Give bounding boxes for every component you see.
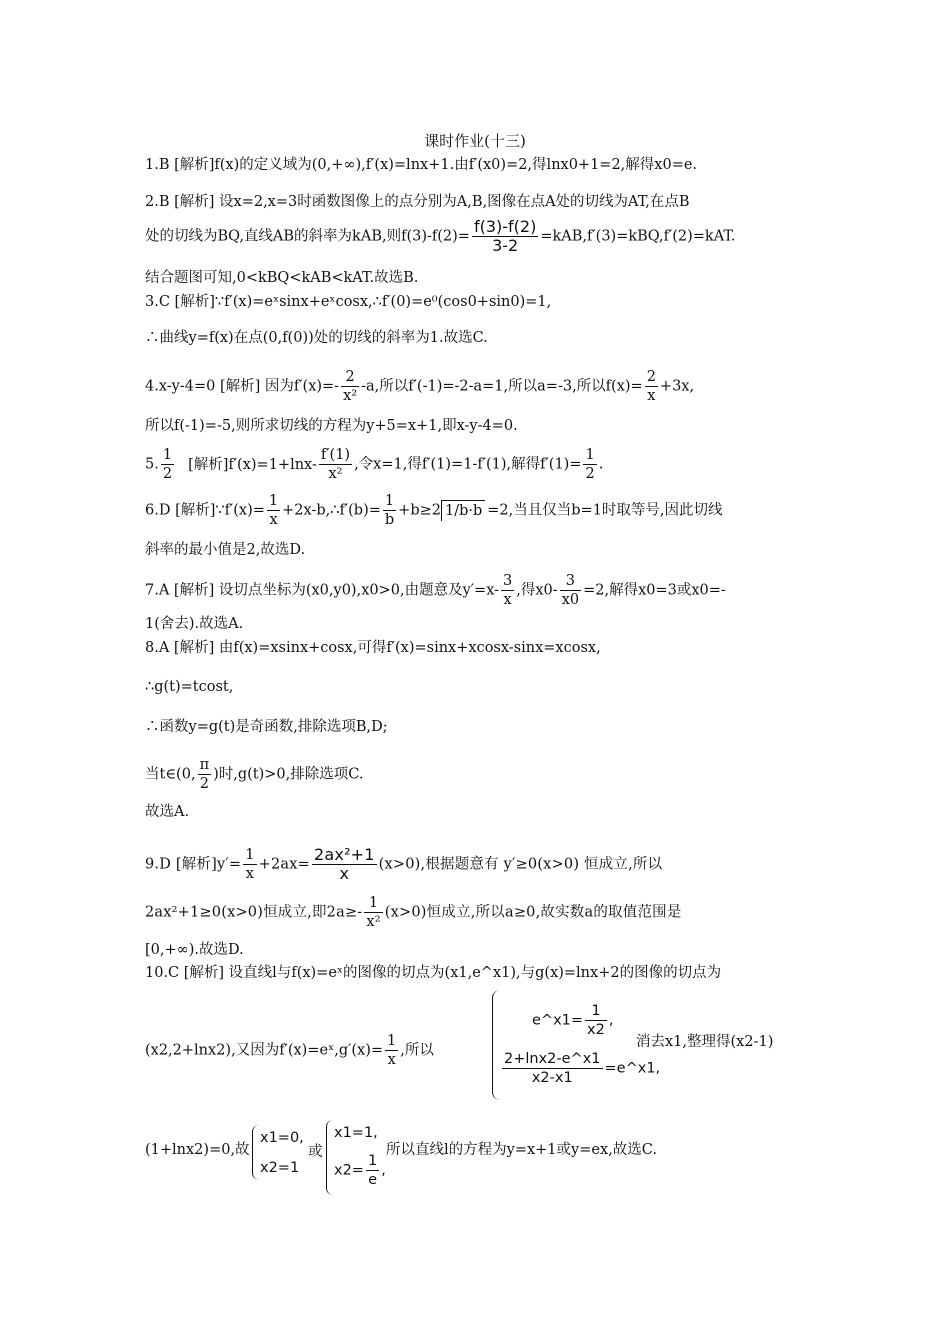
equation-system-brace	[252, 1125, 259, 1180]
answer-2-line-3: 结合题图可知,0<kBQ<kAB<kAT.故选B.	[145, 270, 419, 286]
fraction: $\frac{1}{x}$	[387, 1033, 397, 1068]
answer-10-line-3-post: 所以直线l的方程为y=x+1或y=ex,故选C.	[386, 1142, 657, 1158]
answer-2-line-2: 处的切线为BQ,直线AB的斜率为kAB,则f(3)-f(2)= $\frac{f(3)-f(2)}{3-2}$ =kAB,f′(3)=kBQ,f′(2)=kAT.	[145, 217, 736, 255]
answer-7-line-1: 7.A [解析] 设切点坐标为(x0,y0),x0>0,由题意及y′=x- $\frac{3}{x}$ ,得x0- $\frac{3}{x0}$ =2,解得x0=3或x0=-	[145, 573, 726, 608]
answer-10-line-1: 10.C [解析] 设直线l与f(x)=eˣ的图像的切点为(x1,e^x1),与g(x)=lnx+2的图像的切点为	[145, 965, 722, 981]
fraction: $\frac{\pi}{2}$	[199, 757, 210, 792]
fraction: $\frac{1}{x2}$	[587, 1003, 605, 1038]
answer-4-line-2: 所以f(-1)=-5,则所求切线的方程为y+5=x+1,即x-y-4=0.	[145, 418, 518, 434]
fraction: $\frac{1}{x}$	[245, 847, 255, 882]
system-equation-6: x2= $\frac{1}{e}$ ,	[334, 1153, 386, 1188]
or-label: 或	[308, 1144, 323, 1160]
answer-6-line-1: 6.D [解析]∵f′(x)= $\frac{1}{x}$ +2x-b,∴f′(b)= $\frac{1}{b}$ +b≥2 1/b·b =2,当且仅当b=1时取等号,因此切线	[145, 493, 723, 528]
answer-3-line-1: 3.C [解析]∵f′(x)=eˣsinx+eˣcosx,∴f′(0)=e⁰(cos0+sin0)=1,	[145, 294, 552, 310]
fraction: $\frac{1}{2}$	[162, 447, 173, 482]
fraction: $\frac{3}{x0}$	[561, 573, 580, 608]
answer-9-line-2: 2ax²+1≥0(x>0)恒成立,即2a≥- $\frac{1}{\text{x²}}$ (x>0)恒成立,所以a≥0,故实数a的取值范围是	[145, 895, 682, 930]
fraction: $\frac{3}{x}$	[503, 573, 513, 608]
answer-8-line-1: 8.A [解析] 由f(x)=xsinx+cosx,可得f′(x)=sinx+xcosx-sinx=xcosx,	[145, 640, 601, 656]
fraction: $\frac{1}{e}$	[367, 1153, 378, 1188]
answer-5: 5. $\frac{1}{2}$ [解析]f′(x)=1+lnx- $\frac{f'(1)}{\text{x²}}$ ,令x=1,得f′(1)=1-f′(1),解得f′(1)= $\frac{1}{2}$ .	[145, 447, 604, 482]
answer-9-line-3: [0,+∞).故选D.	[145, 942, 244, 958]
answer-10-line-3-pre: (1+lnx2)=0,故	[145, 1142, 250, 1158]
system-equation-2: $\frac{2+\ln x2-e\^{}x1}{x2-x1}$ =e^x1,	[504, 1051, 661, 1086]
system-equation-5: x1=1,	[334, 1125, 378, 1141]
answer-8-line-2: ∴g(t)=tcost,	[145, 679, 234, 695]
answer-9-line-1: 9.D [解析]y′= $\frac{1}{x}$ +2ax= $\frac{\text{2ax²+1}}{x}$ (x>0),根据题意有 y′≥0(x>0) 恒成立,所以	[145, 845, 663, 883]
system-equation-4: x2=1	[260, 1160, 300, 1176]
answer-3-line-2: ∴曲线y=f(x)在点(0,f(0))处的切线的斜率为1.故选C.	[145, 330, 488, 346]
answer-10-line-2: (x2,2+lnx2),又因为f′(x)=eˣ,g′(x)= $\frac{1}{x}$ ,所以	[145, 1033, 434, 1068]
system-equation-1: e^x1= $\frac{1}{x2}$ ,	[532, 1003, 614, 1038]
fraction: $\frac{\text{2ax²+1}}{x}$	[314, 845, 375, 883]
answer-7-line-2: 1(舍去).故选A.	[145, 616, 244, 632]
square-root: 1/b·b	[441, 500, 485, 521]
fraction: $\frac{f'(1)}{\text{x²}}$	[320, 447, 351, 482]
fraction: $\frac{1}{x}$	[268, 493, 279, 528]
fraction: $\frac{2}{\text{x²}}$	[343, 369, 358, 404]
fraction: $\frac{2+\ln x2-e\^{}x1}{x2-x1}$	[504, 1051, 601, 1086]
fraction: $\frac{2}{x}$	[646, 369, 656, 404]
equation-system-brace	[326, 1120, 333, 1195]
answer-10-line-2-tail: 消去x1,整理得(x2-1)	[636, 1034, 774, 1050]
fraction: $\frac{1}{b}$	[384, 493, 395, 528]
system-equation-3: x1=0,	[260, 1130, 304, 1146]
answer-8-line-5: 故选A.	[145, 804, 190, 820]
fraction: $\frac{1}{\text{x²}}$	[366, 895, 381, 930]
answer-1: 1.B [解析]f(x)的定义域为(0,+∞),f′(x)=lnx+1.由f′(x0)=2,得lnx0+1=2,解得x0=e.	[145, 157, 698, 173]
answer-6-line-2: 斜率的最小值是2,故选D.	[145, 542, 306, 558]
answer-4-line-1: 4.x-y-4=0 [解析] 因为f′(x)=- $\frac{2}{\text{x²}}$ -a,所以f′(-1)=-2-a=1,所以a=-3,所以f(x)= $\frac{2}{x}$ +3x,	[145, 369, 695, 404]
page-title: 课时作业(十三)	[424, 132, 526, 150]
answer-8-line-3: ∴函数y=g(t)是奇函数,排除选项B,D;	[145, 719, 388, 735]
fraction: $\frac{f(3)-f(2)}{3-2}$	[473, 217, 537, 255]
answer-8-line-4: 当t∈(0, $\frac{\pi}{2}$ )时,g(t)>0,排除选项C.	[145, 757, 364, 792]
answer-2-line-1: 2.B [解析] 设x=2,x=3时函数图像上的点分别为A,B,图像在点A处的切线为AT,在点B	[145, 194, 690, 210]
fraction: $\frac{1}{2}$	[585, 447, 595, 482]
